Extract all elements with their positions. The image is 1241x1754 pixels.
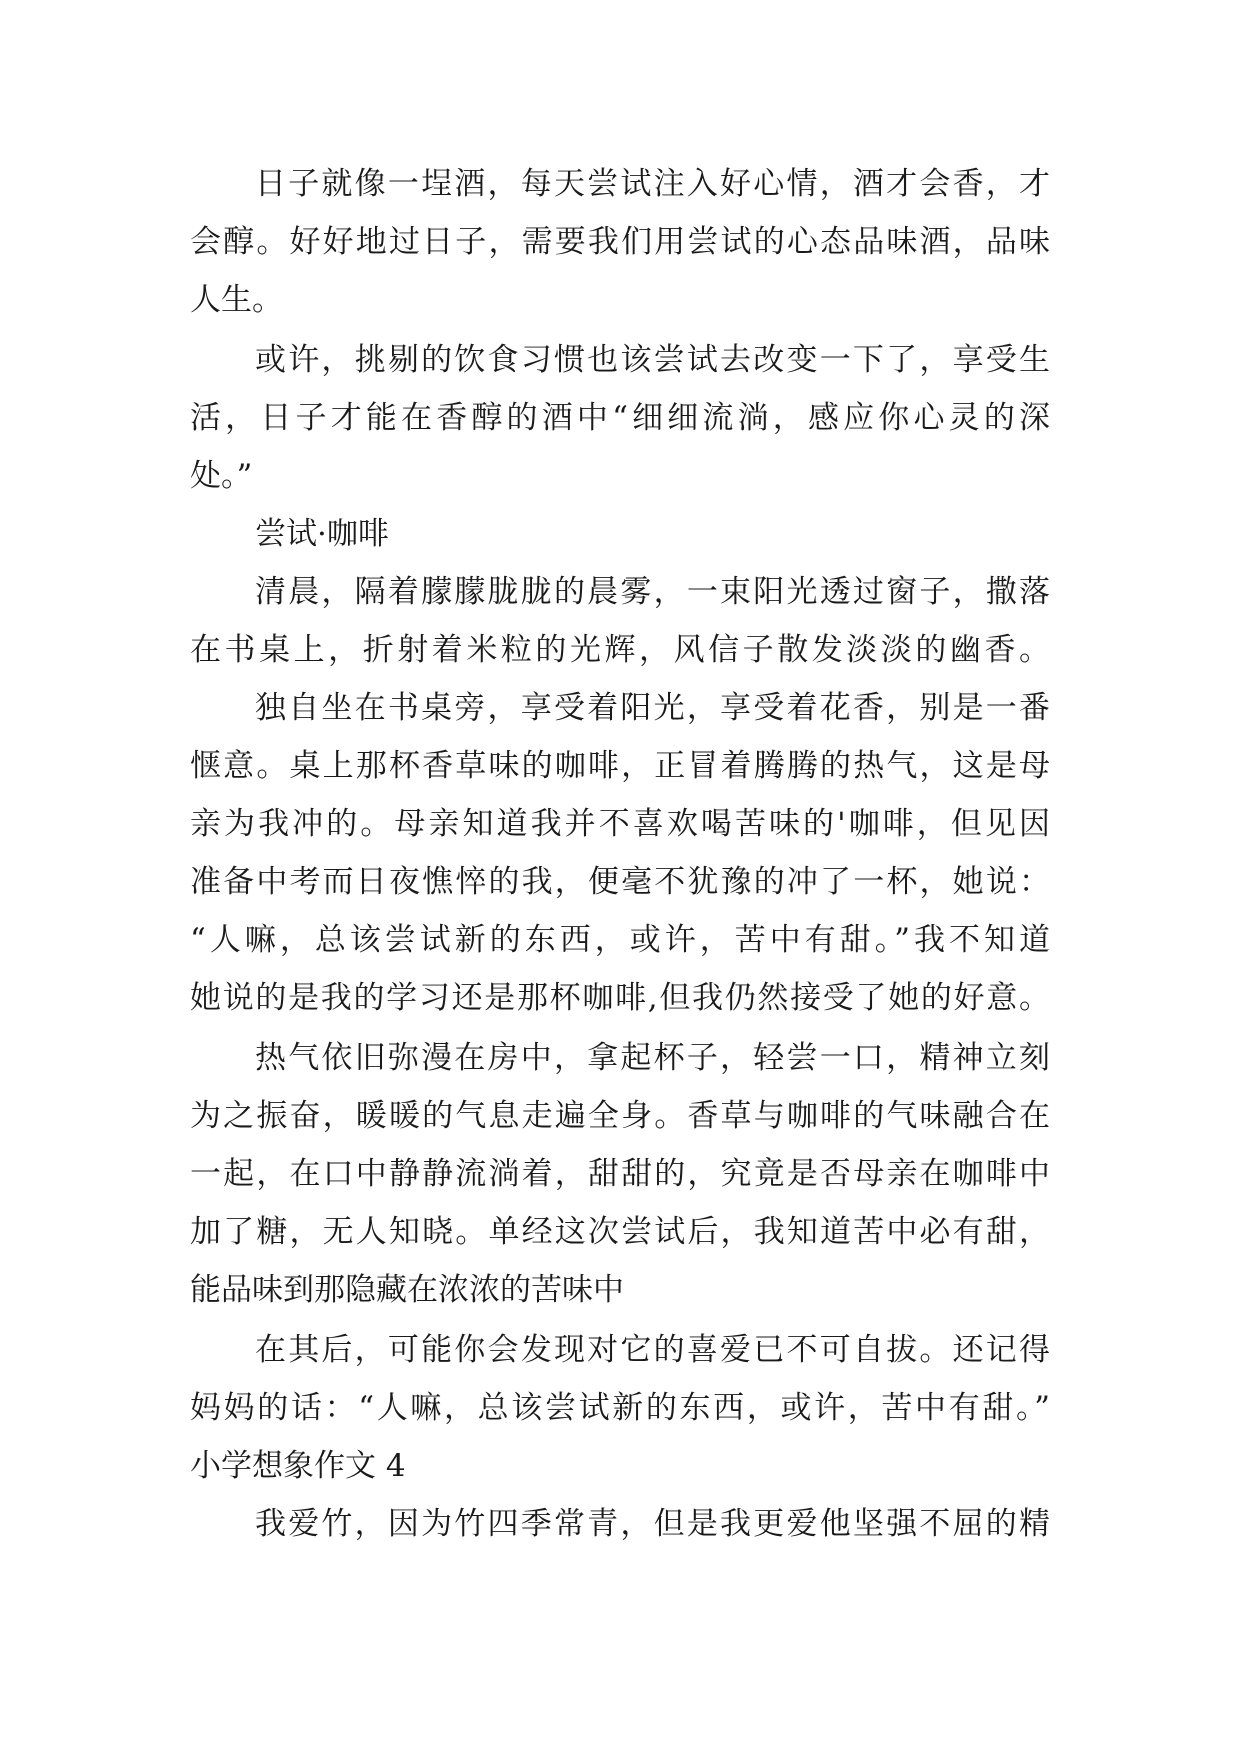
text-line: 准备中考而日夜憔悴的我，便毫不犹豫的冲了一杯，她说： [190,864,1050,900]
text-line: 日子就像一埕酒，每天尝试注入好心情，酒才会香，才 [255,166,1050,202]
section-heading: 小学想象作文 4 [190,1448,406,1484]
text-line: 在书桌上，折射着米粒的光辉，风信子散发淡淡的幽香。 [190,632,1050,668]
text-line: 妈妈的话：“人嘛，总该尝试新的东西，或许，苦中有甜。” [190,1390,1050,1426]
text-line: 为之振奋，暖暖的气息走遍全身。香草与咖啡的气味融合在 [190,1098,1050,1134]
text-line: 在其后，可能你会发现对它的喜爱已不可自拔。还记得 [255,1332,1050,1368]
text-line: 活，日子才能在香醇的酒中“细细流淌，感应你心灵的深 [190,400,1050,436]
text-line: 处。” [190,458,253,494]
text-line: 或许，挑剔的饮食习惯也该尝试去改变一下了，享受生 [255,342,1050,378]
text-line: 惬意。桌上那杯香草味的咖啡，正冒着腾腾的热气，这是母 [190,748,1050,784]
text-line: 我爱竹，因为竹四季常青，但是我更爱他坚强不屈的精 [255,1506,1050,1542]
text-line: 会醇。好好地过日子，需要我们用尝试的心态品味酒，品味 [190,224,1050,260]
section-heading: 尝试·咖啡 [255,516,389,552]
text-line: 一起，在口中静静流淌着，甜甜的，究竟是否母亲在咖啡中 [190,1156,1050,1192]
text-line: 加了糖，无人知晓。单经这次尝试后，我知道苦中必有甜， [190,1214,1050,1250]
text-line: 她说的是我的学习还是那杯咖啡,但我仍然接受了她的好意。 [190,980,1050,1016]
text-line: 独自坐在书桌旁，享受着阳光，享受着花香，别是一番 [255,690,1050,726]
text-line: “人嘛，总该尝试新的东西，或许，苦中有甜。”我不知道 [190,922,1050,958]
text-line: 热气依旧弥漫在房中，拿起杯子，轻尝一口，精神立刻 [255,1040,1050,1076]
text-line: 清晨，隔着朦朦胧胧的晨雾，一束阳光透过窗子，撒落 [255,574,1050,610]
text-line: 亲为我冲的。母亲知道我并不喜欢喝苦味的'咖啡，但见因 [190,806,1050,842]
text-line: 能品味到那隐藏在浓浓的苦味中 [190,1272,624,1308]
text-line: 人生。 [190,282,283,318]
